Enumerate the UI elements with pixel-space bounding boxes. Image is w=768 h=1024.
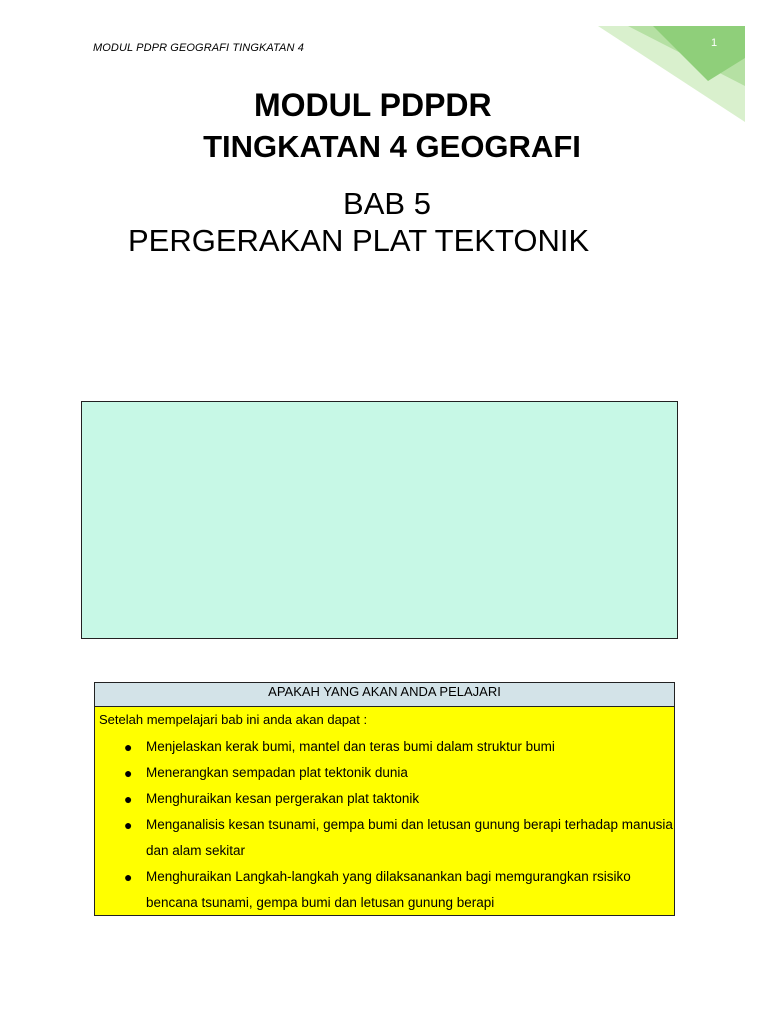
- learning-objectives-box: [94, 682, 675, 916]
- bullet-icon: ●: [124, 791, 133, 807]
- list-item: [95, 812, 674, 864]
- objective-text: Menerangkan sempadan plat tektonik dunia: [146, 765, 408, 780]
- image-placeholder-box: [81, 401, 678, 639]
- bullet-icon: ●: [124, 765, 133, 781]
- objective-text: Menghuraikan Langkah-langkah yang dilaksanankan bagi memgurangkan rsisiko bencana tsunami, gempa bumi dan letusan gunung berapi: [146, 869, 631, 910]
- objective-text: Menjelaskan kerak bumi, mantel dan teras bumi dalam struktur bumi: [146, 739, 555, 754]
- bullet-icon: ●: [124, 869, 133, 885]
- chapter-number: BAB 5: [343, 186, 431, 221]
- list-item: [95, 864, 674, 916]
- bullet-icon: ●: [124, 739, 133, 755]
- objectives-intro: Setelah mempelajari bab ini anda akan dapat :: [99, 712, 368, 727]
- list-item: [95, 786, 674, 812]
- list-item: [95, 760, 674, 786]
- objective-text: Menghuraikan kesan pergerakan plat taktonik: [146, 791, 420, 806]
- objectives-list: [95, 734, 674, 916]
- page-number: 1: [711, 37, 718, 49]
- objectives-heading: APAKAH YANG AKAN ANDA PELAJARI: [95, 683, 674, 707]
- corner-decoration: [598, 26, 745, 122]
- running-header: MODUL PDPR GEOGRAFI TINGKATAN 4: [93, 42, 304, 54]
- bullet-icon: ●: [124, 817, 133, 833]
- list-item: [95, 734, 674, 760]
- objective-text: Menganalisis kesan tsunami, gempa bumi dan letusan gunung berapi terhadap manusia dan alam sekitar: [146, 817, 673, 858]
- module-title: MODUL PDPDR: [254, 87, 492, 123]
- chapter-title: PERGERAKAN PLAT TEKTONIK: [128, 223, 590, 258]
- module-subtitle: TINGKATAN 4 GEOGRAFI: [203, 129, 581, 164]
